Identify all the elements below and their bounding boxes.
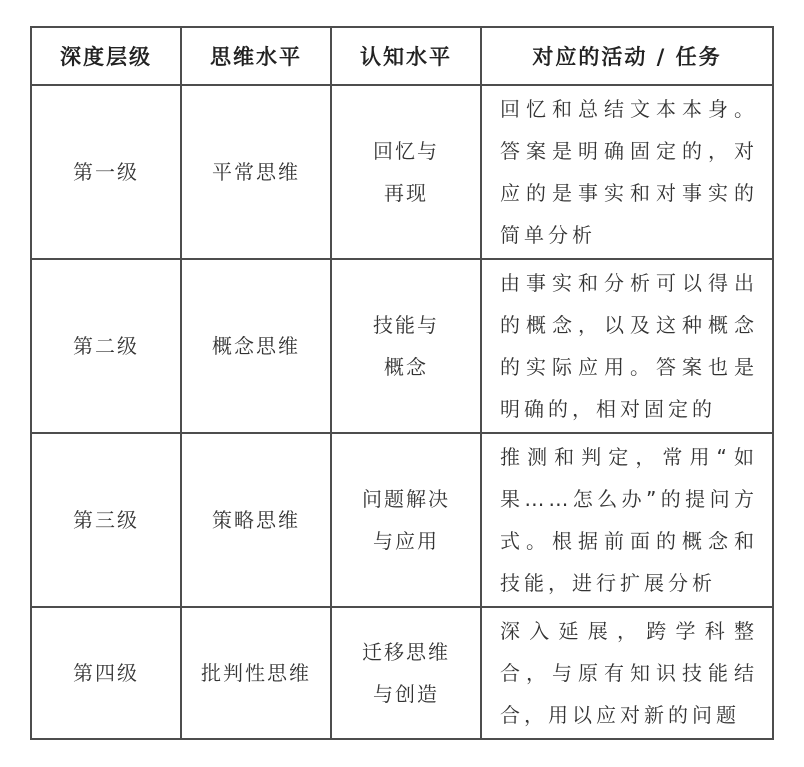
level-cell: 第四级 <box>31 607 181 739</box>
cognition-cell <box>331 607 481 739</box>
table-header-row <box>31 27 773 85</box>
table-row <box>31 85 773 259</box>
task-cell: 回忆和总结文本本身。答案是明确固定的，对应的是事实和对事实的简单分析 <box>481 85 773 259</box>
thinking-cell: 批判性思维 <box>181 607 331 739</box>
header-task: 对应的活动 / 任务 <box>481 27 773 85</box>
thinking-cell: 概念思维 <box>181 259 331 433</box>
cognition-line: 与创造 <box>373 682 439 706</box>
header-thinking: 思维水平 <box>181 27 331 85</box>
level-cell: 第一级 <box>31 85 181 259</box>
table-row <box>31 259 773 433</box>
cognition-line: 迁移思维 <box>362 640 450 664</box>
header-cognition: 认知水平 <box>331 27 481 85</box>
cognition-line: 回忆与 <box>373 139 439 163</box>
task-cell: 推测和判定，常用“如果……怎么办”的提问方式。根据前面的概念和技能，进行扩展分析 <box>481 433 773 607</box>
task-cell: 由事实和分析可以得出的概念，以及这种概念的实际应用。答案也是明确的，相对固定的 <box>481 259 773 433</box>
thinking-cell: 策略思维 <box>181 433 331 607</box>
cognition-cell <box>331 433 481 607</box>
cognition-cell <box>331 85 481 259</box>
cognition-cell <box>331 259 481 433</box>
header-level: 深度层级 <box>31 27 181 85</box>
table-row <box>31 433 773 607</box>
cognition-line: 再现 <box>384 181 428 205</box>
cognition-line: 与应用 <box>373 529 439 553</box>
cognition-line: 技能与 <box>373 313 439 337</box>
thinking-depth-table <box>30 26 774 740</box>
level-cell: 第二级 <box>31 259 181 433</box>
level-cell: 第三级 <box>31 433 181 607</box>
thinking-cell: 平常思维 <box>181 85 331 259</box>
cognition-line: 概念 <box>384 355 428 379</box>
table-row <box>31 607 773 739</box>
task-cell: 深入延展，跨学科整合，与原有知识技能结合，用以应对新的问题 <box>481 607 773 739</box>
cognition-line: 问题解决 <box>362 487 450 511</box>
